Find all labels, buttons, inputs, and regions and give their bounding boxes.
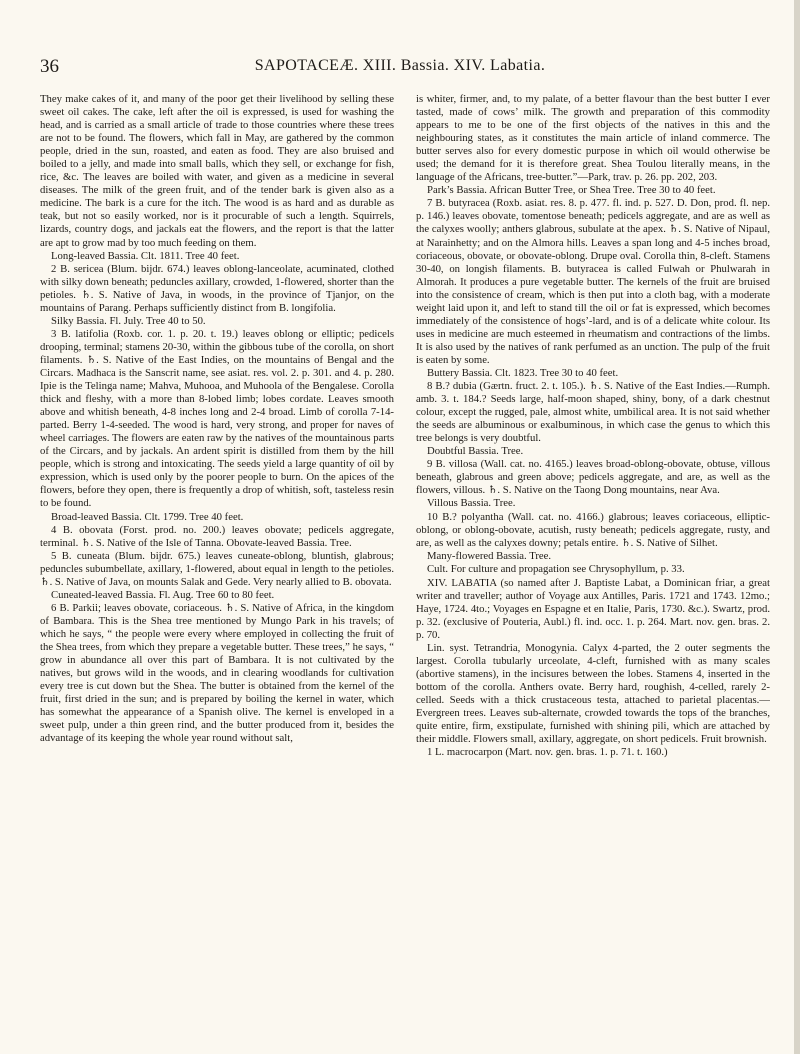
paragraph: Park’s Bassia. African Butter Tree, or Shea Tree. Tree 30 to 40 feet.: [427, 184, 716, 197]
paragraph: Many-flowered Bassia. Tree.: [427, 549, 552, 562]
paragraph: 7 B. butyracea (Roxb. asiat. res. 8. p. 477. fl. ind. p. 527. D. Don, prod. fl. nep. p. 146.) leaves obovate, tomentose beneath; pedicels aggregate, and are as well as the calyxes woolly; anthers glabrous, subulate at the apex. ♄. S. Native of Nipaul, at Narainhetty; and on the Almora hills. Leaves a span long and 4-5 inches broad, coriaceous, obovate, or obovate-oblong. Drupe oval. Corolla thin, 8-cleft. Stamens 30-40, on longish filaments. B. butyracea is called Fulwah or Phulwarah in Almorah. It produces a pure vegetable butter. The kernels of the fruit are bruised into the consistence of cream, which is then put into a cloth bag, with a moderate weight laid upon it, and left to stand till the oil or fat is expressed, which becomes immediately of the consistence of hogs’-lard, and is of a delicate white colour. Its uses in medicine are much esteemed in rheumatism and contractions of the limbs. It is also used by the natives of rank perfumed as an unction. The pulp of the fruit is eaten by some.: [416, 197, 770, 366]
paragraph: 6 B. Parkii; leaves obovate, coriaceous. ♄. S. Native of Africa, in the kingdom of Bambara. This is the Shea tree mentioned by Mungo Park in his travels; of which he says, “ the people were every where employed in collecting the fruit of the Shea trees, from which they prepare a vegetable butter. These trees,” he says, “ grow in abundance all over this part of Bambara. It is not cultivated by the natives, but grows wild in the woods, and in clearing woodlands for cultivation every tree is cut down but the Shea. The butter is obtained from the kernel of the fruit, first dried in the sun; and is prepared by boiling the kernel in water, which has somewhat the appearance of a Spanish olive. The kernel is enveloped in a sweet pulp, under a thin green rind, and the butter produced from it, besides the advantage of its keeping the whole year round without salt,: [40, 601, 394, 745]
paragraph: XIV. LABATIA (so named after J. Baptiste Labat, a Dominican friar, a great writer and traveller; author of Voyage aux Antilles, Paris. 1721 and 1743. 12mo.; Haye, 1724. 4to.; Voyages en Espagne et en Italie, Paris, 1730. &c.). Swartz, prod. p. 32. (exclusive of Pouteria, Aubl.) fl. ind. occ. 1. p. 264. Mart. nov. gen. bras. 2. p. 70.: [416, 576, 770, 641]
page-number: 36: [40, 56, 59, 77]
paragraph: 5 B. cuneata (Blum. bijdr. 675.) leaves cuneate-oblong, bluntish, glabrous; peduncles subumbellate, axillary, 1-flowered, about equal in length to the petioles. ♄. S. Native of Java, on mounts Salak and Gede. Very nearly allied to B. obovata.: [40, 549, 394, 588]
paragraph: 10 B.? polyantha (Wall. cat. no. 4166.) glabrous; leaves coriaceous, elliptic-oblong, or oblong-obovate, acutish, rusty beneath; pedicels aggregate, rusty, and are, as well as the calyxes downy; petals entire. ♄. S. Native of Silhet.: [416, 510, 770, 549]
paragraph: 3 B. latifolia (Roxb. cor. 1. p. 20. t. 19.) leaves oblong or elliptic; pedicels drooping, terminal; stamens 20-30, within the gibbous tube of the corolla, on short filaments. ♄. S. Native of the East Indies, on the mountains of Bengal and the Circars. Madhaca is the Sanscrit name, see asiat. res. vol. 2. p. 301. and 4. p. 280. Ipie is the Telinga name; Mahva, Muhooa, and Muhoola of the Bengalese. Corolla thick and fleshy, with a more than 8-lobed limb; lobes cordate. Leaves smooth above and whitish beneath, 4-8 inches long and 2-4 broad. Limb of corolla 7-14-parted. Berry 1-4-seeded. The wood is hard, very strong, and proper for naves of wheel carriages. The flowers are eaten raw by the natives of the mountainous parts of the Circars, and by jackals. An ardent spirit is distilled from them by the hill people, which is strong and intoxicating. The seeds yield a large quantity of oil by expression, which is used only by the poorer people to burn. On the apices of the flowers, before they open, there is frequently a drop of whitish, soft, tasteless resin to be found.: [40, 327, 394, 510]
paragraph: 2 B. sericea (Blum. bijdr. 674.) leaves oblong-lanceolate, acuminated, clothed with silky down beneath; peduncles axillary, crowded, 1-flowered, shorter than the petioles. ♄. S. Native of Java, in woods, in the province of Tjanjor, on the mountains of Parang. Perhaps sufficiently distinct from B. longifolia.: [40, 262, 394, 314]
paragraph: 1 L. macrocarpon (Mart. nov. gen. bras. 1. p. 71. t. 160.): [427, 746, 668, 759]
running-head: SAPOTACEÆ. XIII. Bassia. XIV. Labatia.: [254, 57, 546, 74]
paragraph: They make cakes of it, and many of the poor get their livelihood by selling these sweet oil cakes. The cake, left after the oil is expressed, is used for washing the head, and is carried as a small article of trade to those countries where these trees are not to be found. The flowers, which fall in May, are gathered by the common people, dried in the sun, roasted, and eaten as food. They are also bruised and boiled to a jelly, and made into small balls, which they sell, or exchange for fish, rice, &c. The leaves are boiled with water, and given as a medicine in several diseases. The milk of the green fruit, and of the tender bark is given also as a medicine. The bark is a cure for the itch. The wood is as hard and as durable as teak, but not so easily worked, nor is it procurable of such a length. Squirrels, lizards, country dogs, and jackals eat the flowers, and the report is that the latter are apt to grow mad by too much feeding on them.: [40, 93, 394, 249]
paragraph: Lin. syst. Tetrandria, Monogynia. Calyx 4-parted, the 2 outer segments the largest. Corolla tubularly urceolate, 4-cleft, furnished with as many scales (abortive stamens), in the incisures between the lobes. Stamens 4, inserted in the bottom of the corolla. Anthers ovate. Berry hard, roughish, 4-celled, rarely 2-celled. Seeds with a thick crustaceous testa, attached to parietal placentas.—Evergreen trees. Leaves sub-alternate, crowded towards the tops of the branches, quite entire, firm, exstipulate, furnished with shining pili, which are attached by their middle. Flowers small, axillary, aggregate, on short pedicels. Fruit brownish.: [416, 641, 770, 746]
paragraph: Silky Bassia. Fl. July. Tree 40 to 50.: [51, 314, 206, 327]
paragraph: Doubtful Bassia. Tree.: [427, 445, 524, 458]
paragraph: Long-leaved Bassia. Clt. 1811. Tree 40 feet.: [51, 249, 240, 262]
left-column: [40, 93, 394, 745]
paragraph: 4 B. obovata (Forst. prod. no. 200.) leaves obovate; pedicels aggregate, terminal. ♄. S. Native of the Isle of Tanna. Obovate-leaved Bassia. Tree.: [40, 523, 394, 549]
paragraph: Villous Bassia. Tree.: [427, 497, 516, 510]
paragraph: Broad-leaved Bassia. Clt. 1799. Tree 40 feet.: [51, 510, 244, 523]
paragraph: Cult. For culture and propagation see Chrysophyllum, p. 33.: [427, 562, 685, 575]
paragraph: 9 B. villosa (Wall. cat. no. 4165.) leaves broad-oblong-obovate, obtuse, villous beneath, glabrous and green above; pedicels aggregate, and are, as well as the flowers, villous. ♄. S. Native on the Taong Dong mountains, near Ava.: [416, 458, 770, 497]
paragraph: is whiter, firmer, and, to my palate, of a better flavour than the best butter I ever tasted, made of cows’ milk. The growth and preparation of this commodity appears to me to be one of the first objects of the natives in this and the neighbouring states, as it constitutes the main article of inland commerce. The butter serves also for every domestic purpose in which oil would otherwise be used; the demand for it is therefore great. Shea Toulou literally means, in the language of the Africans, tree-butter.”—Park, trav. p. 26. pp. 202, 203.: [416, 93, 770, 184]
right-column: [416, 93, 770, 759]
paragraph: Buttery Bassia. Clt. 1823. Tree 30 to 40 feet.: [427, 366, 619, 379]
paragraph: Cuneated-leaved Bassia. Fl. Aug. Tree 60 to 80 feet.: [51, 588, 275, 601]
paragraph: 8 B.? dubia (Gærtn. fruct. 2. t. 105.). ♄. S. Native of the East Indies.—Rumph. amb. 3. t. 184.? Seeds large, half-moon shaped, shiny, bony, of a dark chestnut colour, except the rugged, pale, almost white, umbilical area. It is not said whether the seeds are albuminous or exalbuminous, in which case the genus to which this tree belongs is very doubtful.: [416, 380, 770, 445]
